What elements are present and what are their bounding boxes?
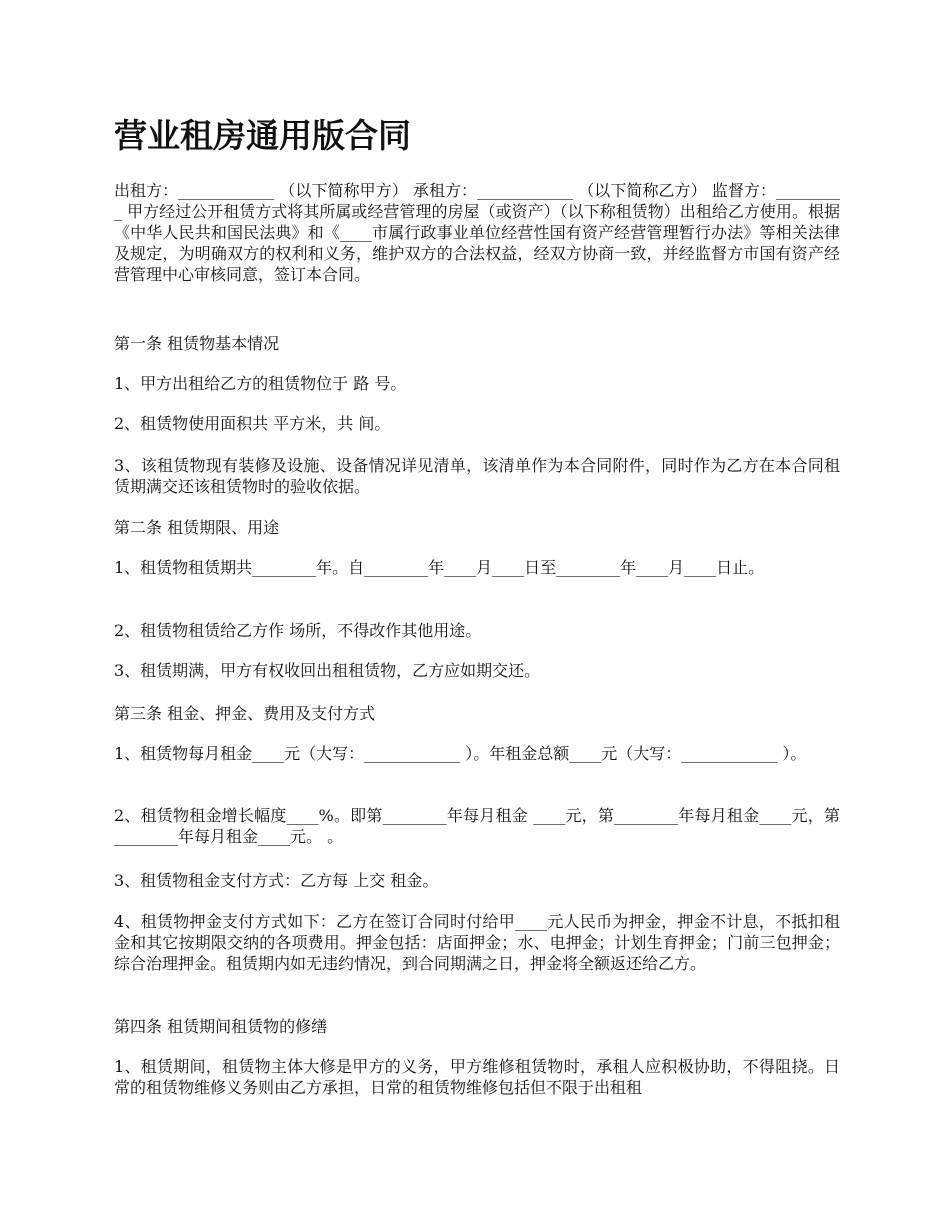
article-3-clause-3: 3、租赁物租金支付方式：乙方每 上交 租金。	[114, 871, 439, 890]
article-3-heading: 第三条 租金、押金、费用及支付方式	[114, 704, 376, 723]
article-4-heading: 第四条 租赁期间租赁物的修缮	[114, 1017, 328, 1036]
article-1-clause-2: 2、租赁物使用面积共 平方米，共 间。	[114, 414, 391, 433]
intro-paragraph: 出租方：____________ （以下简称甲方） 承租方：____________ （以下简称乙方） 监督方：_________ 甲方经过公开租赁方式将其所属或经营管理的房屋（或资产）（以下称租赁物）出租给乙方使用。根据《中华人民共和国民法典》和《____市属行政事业单位经营性国有资产经营管理暂行办法》等相关法律及规定，为明确双方的权利和义务，维护双方的合法权益，经双方协商一致，并经监督方市国有资产经营管理中心审核同意，签订本合同。	[114, 181, 840, 284]
article-2-clause-2: 2、租赁物租赁给乙方作 场所，不得改作其他用途。	[114, 621, 482, 640]
article-2-clause-1: 1、租赁物租赁期共________年。自________年____月____日至________年____月____日止。	[114, 558, 765, 577]
article-2-heading: 第二条 租赁期限、用途	[114, 518, 280, 537]
article-3-clause-2: 2、租赁物租金增长幅度____%。即第________年每月租金 ____元，第________年每月租金____元，第________年每月租金____元。 。	[114, 806, 840, 846]
article-1-clause-1: 1、甲方出租给乙方的租赁物位于 路 号。	[114, 374, 407, 393]
article-3-clause-4: 4、租赁物押金支付方式如下：乙方在签订合同时付给甲____元人民币为押金，押金不计息，不抵扣租金和其它按期限交纳的各项费用。押金包括：店面押金；水、电押金；计划生育押金；门前三包押金；综合治理押金。租赁期内如无违约情况，到合同期满之日，押金将全额返还给乙方。	[114, 912, 840, 973]
article-1-heading: 第一条 租赁物基本情况	[114, 334, 280, 353]
article-2-clause-3: 3、租赁期满，甲方有权收回出租租赁物，乙方应如期交还。	[114, 661, 541, 680]
article-3-clause-1: 1、租赁物每月租金____元（大写：____________ ）。年租金总额____元（大写：____________ ）。	[114, 744, 807, 763]
article-1-clause-3: 3、该租赁物现有装修及设施、设备情况详见清单，该清单作为本合同附件，同时作为乙方在本合同租赁期满交还该租赁物时的验收依据。	[114, 456, 840, 496]
document-title: 营业租房通用版合同	[114, 116, 411, 155]
article-4-clause-1: 1、租赁期间，租赁物主体大修是甲方的义务，甲方维修租赁物时，承租人应积极协助，不得阻挠。日常的租赁物维修义务则由乙方承担，日常的租赁物维修包括但不限于出租租	[114, 1057, 840, 1097]
